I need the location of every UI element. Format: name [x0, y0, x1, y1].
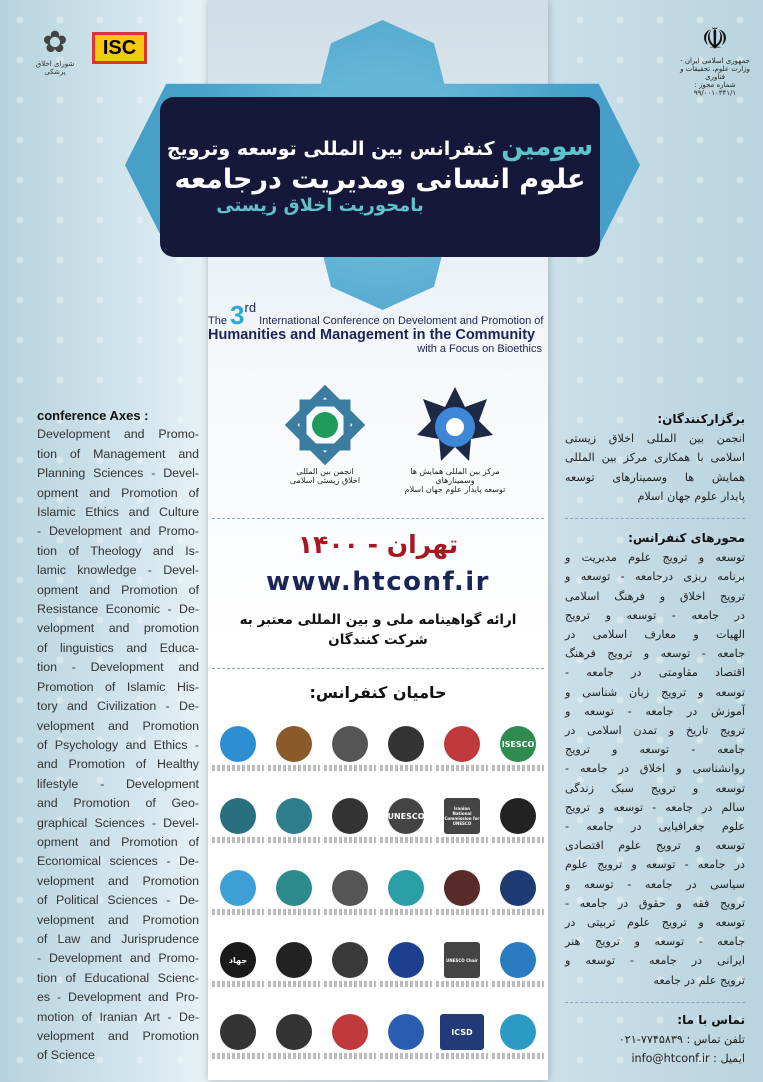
axes-text-line: of Law and Jurisprudence — [37, 931, 199, 946]
title-banner — [160, 97, 600, 257]
persian-info-column — [565, 410, 745, 1069]
wings-icon — [388, 942, 424, 978]
text-logo-icon: ICSD — [440, 1014, 484, 1050]
organizers-text-line: پایدار علوم جهان اسلام — [637, 489, 745, 503]
axes-text-line: tion - Development and — [37, 660, 199, 675]
globe-icon: ISESCO — [500, 726, 536, 762]
axes-text-line: velopment and Promotion — [37, 1029, 199, 1043]
sponsor-logo — [490, 794, 546, 866]
sponsor-logo — [210, 1010, 266, 1082]
sponsor-logo — [266, 866, 322, 938]
sponsor-logo — [322, 938, 378, 1010]
sponsor-caption — [436, 981, 488, 987]
english-title: The 3rd International Conference on Develoment and Promotion of Humanities and Management in the Community with a Focus on Bioethics — [208, 300, 548, 355]
axes-text-line: توسعه و ترویج سبک زندگی — [565, 781, 745, 795]
sponsor-caption — [268, 765, 320, 771]
sponsor-caption — [324, 765, 376, 771]
globe-icon — [220, 870, 256, 906]
axes-text-line: توسعه و ترویج علوم اقتصادی — [565, 839, 745, 853]
email-row: ایمیل : info@htconf.ir — [631, 1052, 745, 1066]
knot-emblem-icon — [285, 385, 365, 465]
sponsor-logo — [434, 866, 490, 938]
axes-text-line: tion of Management and — [37, 446, 199, 461]
axes-text-line: and Promotion of Healthy — [37, 757, 199, 772]
axes-text-line: of Psychology and Ethics - — [37, 737, 199, 752]
axes-text-line: motion of Iranian Art - De- — [37, 1009, 199, 1024]
axes-text-line: velopment and Promotion — [37, 718, 199, 733]
medical-ethics-council-logo: ✿ شورای اخلاق پزشکی — [35, 25, 75, 76]
license-number: شماره مجوز : ۹۹/۰۰۱۰۳۴۱/۱ — [693, 81, 737, 97]
sponsor-logo — [210, 866, 266, 938]
star-knot-icon — [444, 870, 480, 906]
email-link[interactable]: info@htconf.ir — [631, 1052, 710, 1066]
axes-text-line: Promotion of Islamic His- — [37, 679, 199, 694]
sponsors-title: حامیان کنفرانس: — [309, 683, 447, 702]
sponsor-caption — [268, 981, 320, 987]
axes-text-line: velopment and Promotion — [37, 912, 199, 927]
banner-line2: علوم انسانی ومدیریت درجامعه — [174, 164, 586, 195]
axes-text-line: Economical sciences - De- — [37, 854, 199, 869]
sponsor-caption — [324, 1053, 376, 1059]
axes-title-fa: محورهای کنفرانس: — [628, 531, 745, 546]
sponsor-logo — [322, 1010, 378, 1082]
unesco-temple-icon: UNESCO — [388, 798, 424, 834]
sponsor-logo — [434, 794, 490, 866]
flower-icon — [332, 1014, 368, 1050]
sponsor-caption — [380, 1053, 432, 1059]
axes-text-line: سیاسی در جامعه - توسعه و — [565, 877, 745, 891]
axes-text-line: آموزش در جامعه - توسعه و — [565, 704, 745, 718]
english-title-main: Humanities and Management in the Community — [208, 327, 536, 343]
certificate-note: ارائه گواهینامه ملی و بین المللی معتبر به شرکت کنندگان — [239, 612, 517, 648]
star-flower-icon — [415, 385, 495, 465]
axes-text-line: الهیات و معارف اسلامی در — [565, 628, 745, 642]
sponsor-caption — [380, 765, 432, 771]
divider — [212, 668, 544, 669]
axes-text-line: در جامعه - توسعه و ترویج علوم — [565, 858, 745, 872]
sponsor-caption — [268, 837, 320, 843]
organizer-logos — [260, 385, 520, 494]
star-icon — [276, 942, 312, 978]
calligraphy-icon — [500, 798, 536, 834]
axes-text-line: - Development and Promo- — [37, 951, 199, 966]
axes-text-line: of Political Sciences - De- — [37, 893, 199, 908]
axes-text-line: جامعه - توسعه و ترویج — [565, 743, 745, 757]
sponsor-caption — [436, 909, 488, 915]
axes-text-line: tory and Civilization - De- — [37, 699, 199, 714]
sponsor-caption — [380, 909, 432, 915]
flower-icon — [220, 726, 256, 762]
organizer-logo: انجمن بین المللی اخلاق زیستی اسلامی — [260, 385, 390, 494]
sponsor-caption — [212, 1053, 264, 1059]
english-axes-column — [37, 406, 199, 1066]
sponsor-logo — [378, 938, 434, 1010]
sponsor-logo — [210, 722, 266, 794]
jahad-icon: جهاد — [220, 942, 256, 978]
sponsor-logo — [378, 1010, 434, 1082]
axes-text-line: اقتصاد مقاومتی در جامعه - — [565, 666, 745, 680]
unesco-temple-icon: Iranian National Commission for UNESCO — [444, 798, 480, 834]
sponsor-logo — [434, 722, 490, 794]
star-icon — [276, 726, 312, 762]
sponsor-logo — [322, 722, 378, 794]
axes-title-en: conference Axes : — [37, 408, 149, 423]
star-knot-icon — [276, 1014, 312, 1050]
knot-emblem-icon — [500, 1014, 536, 1050]
sponsor-logo — [490, 938, 546, 1010]
swirl-icon — [388, 1014, 424, 1050]
axes-text-line: - Development and Promo- — [37, 524, 199, 539]
sponsor-logo — [434, 1010, 490, 1082]
phone-row: تلفن تماس : ۰۲۱-۷۷۴۵۸۳۹ — [618, 1033, 745, 1047]
axes-text-line: opment and Promotion of — [37, 582, 199, 597]
axes-text-line: علوم جغرافیایی در جامعه - — [565, 820, 745, 834]
sponsor-caption — [268, 909, 320, 915]
axes-text-line: and Promotion of Geo- — [37, 796, 199, 811]
hands-globe-icon — [220, 798, 256, 834]
axes-text-line: ایرانی در جامعه - توسعه و — [565, 954, 745, 968]
calligraphy-icon — [332, 798, 368, 834]
banner-highlight: سومین — [501, 132, 594, 162]
sponsor-caption — [492, 909, 544, 915]
star-knot-icon — [500, 870, 536, 906]
axes-text-line: opment and Promotion of — [37, 485, 199, 500]
axes-text-line: توسعه و ترویج علوم تربیتی در — [565, 916, 745, 930]
sponsor-caption — [324, 909, 376, 915]
sponsor-logo — [322, 866, 378, 938]
sponsor-caption — [436, 837, 488, 843]
sponsor-logo — [210, 938, 266, 1010]
arch-icon — [332, 942, 368, 978]
axes-text-line: velopment and promotion — [37, 621, 199, 636]
axes-text-line: opment and Promotion of — [37, 834, 199, 849]
axes-text-line: ترویج فقه و حقوق در جامعه - — [565, 896, 745, 910]
sponsors-grid — [210, 722, 546, 1082]
english-subtitle: with a Focus on Bioethics — [417, 343, 542, 355]
organizers-text-line: انجمن بین المللی اخلاق زیستی — [565, 432, 745, 446]
unesco-temple-icon: UNESCO Chair — [444, 942, 480, 978]
axes-text-line: ترویج اخلاق و فرهنگ اسلامی — [565, 589, 745, 603]
axes-text-line: ترویج علم در جامعه — [653, 973, 745, 987]
axes-text-line: graphical Sciences - Devel- — [37, 815, 199, 830]
axes-text-line: Islamic Ethics and Culture — [37, 505, 199, 520]
sponsor-logo — [266, 938, 322, 1010]
axes-text-line: lifestyle - Development — [37, 776, 199, 791]
axes-text-line: tion of Educational Scienc- — [37, 970, 199, 985]
axes-text-line: lamic knowledge - Devel- — [37, 563, 199, 578]
sponsor-caption — [324, 981, 376, 987]
contact-title: تماس با ما: — [677, 1012, 745, 1027]
sponsor-logo — [378, 794, 434, 866]
wave-icon — [388, 870, 424, 906]
sponsor-caption — [492, 765, 544, 771]
sponsor-logo — [490, 1010, 546, 1082]
sponsor-caption — [492, 837, 544, 843]
organizers-title: برگزارکنندگان: — [657, 412, 745, 426]
axes-text-line: برنامه ریزی درجامعه - توسعه و — [565, 570, 745, 584]
axes-text-line: توسعه و ترویج علوم مدیریت و — [565, 551, 745, 565]
sponsor-logo — [266, 1010, 322, 1082]
city-year: تهران - ۱۴۰۰ — [297, 530, 459, 559]
seal-icon — [332, 870, 368, 906]
iran-emblem-logo: ☫ جمهوری اسلامی ایران - وزارت علوم، تحقیقات و فناوری شماره مجوز : ۹۹/۰۰۱۰۳۴۱/۱ — [675, 22, 755, 97]
axes-text-line: Development and Promo- — [37, 427, 199, 442]
flag-globe-icon — [444, 726, 480, 762]
sponsor-caption — [324, 837, 376, 843]
circle-emblem-icon — [276, 870, 312, 906]
sponsor-logo — [266, 794, 322, 866]
sponsor-logo — [266, 722, 322, 794]
axes-text-line: سالم در جامعه - توسعه و ترویج — [565, 800, 745, 814]
divider — [212, 518, 544, 519]
scales-icon — [332, 726, 368, 762]
sponsor-caption — [380, 837, 432, 843]
axes-text-line: velopment and Promotion — [37, 873, 199, 888]
axes-text-line: tion of Theology and Is- — [37, 543, 199, 558]
axes-text-line: توسعه و ترویج زبان شناسی و — [565, 685, 745, 699]
sponsor-logo — [322, 794, 378, 866]
iran-emblem-icon: ☫ — [701, 22, 729, 57]
book-icon — [500, 942, 536, 978]
axes-text-line: es - Development and Pro- — [37, 990, 199, 1005]
sponsor-caption — [492, 981, 544, 987]
isc-logo: ISC — [92, 32, 147, 64]
sponsor-caption — [268, 1053, 320, 1059]
phone-number[interactable]: ۰۲۱-۷۷۴۵۸۳۹ — [618, 1033, 683, 1047]
heart-icon — [220, 1014, 256, 1050]
seal-icon — [276, 798, 312, 834]
organizers-text-line: اسلامی با همکاری مرکز بین المللی — [565, 451, 745, 465]
axes-text-line: of Science — [37, 1048, 95, 1063]
sponsor-caption — [380, 981, 432, 987]
axes-text-line: of linguistics and Educa- — [37, 640, 199, 655]
sponsor-caption — [436, 765, 488, 771]
sponsor-caption — [212, 837, 264, 843]
scales-icon — [388, 726, 424, 762]
sponsor-caption — [436, 1053, 488, 1059]
sponsor-caption — [212, 765, 264, 771]
sponsor-logo — [210, 794, 266, 866]
axes-text-line: روانشناسی و اخلاق در جامعه - — [565, 762, 745, 776]
axes-text-line: در جامعه - توسعه و ترویج — [565, 608, 745, 622]
axes-text-line: Planning Sciences - Devel- — [37, 466, 199, 481]
axes-text-line: جامعه - توسعه و ترویج هنر — [565, 935, 745, 949]
axes-text-line: ترویج تاریخ و تمدن اسلامی در — [565, 724, 745, 738]
sponsor-caption — [212, 909, 264, 915]
organizers-text-line: همایش ها وسمینارهای توسعه — [565, 470, 745, 484]
sponsor-logo — [378, 866, 434, 938]
axes-text-line: جامعه - توسعه و ترویج فرهنگ — [565, 647, 745, 661]
sponsor-logo — [490, 866, 546, 938]
sponsor-logo — [490, 722, 546, 794]
sponsor-caption — [492, 1053, 544, 1059]
sponsor-logo — [434, 938, 490, 1010]
sponsor-logo — [378, 722, 434, 794]
axes-text-line: Resistance Economic - De- — [37, 602, 199, 617]
organizer-logo: مرکز بین المللی همایش ها وسمینارهای توسعه پایدار علوم جهان اسلام — [390, 385, 520, 494]
sponsor-caption — [212, 981, 264, 987]
banner-line3: بامحوریت اخلاق زیستی — [216, 195, 424, 216]
website-link[interactable]: www.htconf.ir — [266, 567, 490, 597]
banner-line1: کنفرانس بین المللی توسعه وترویج — [166, 138, 495, 160]
